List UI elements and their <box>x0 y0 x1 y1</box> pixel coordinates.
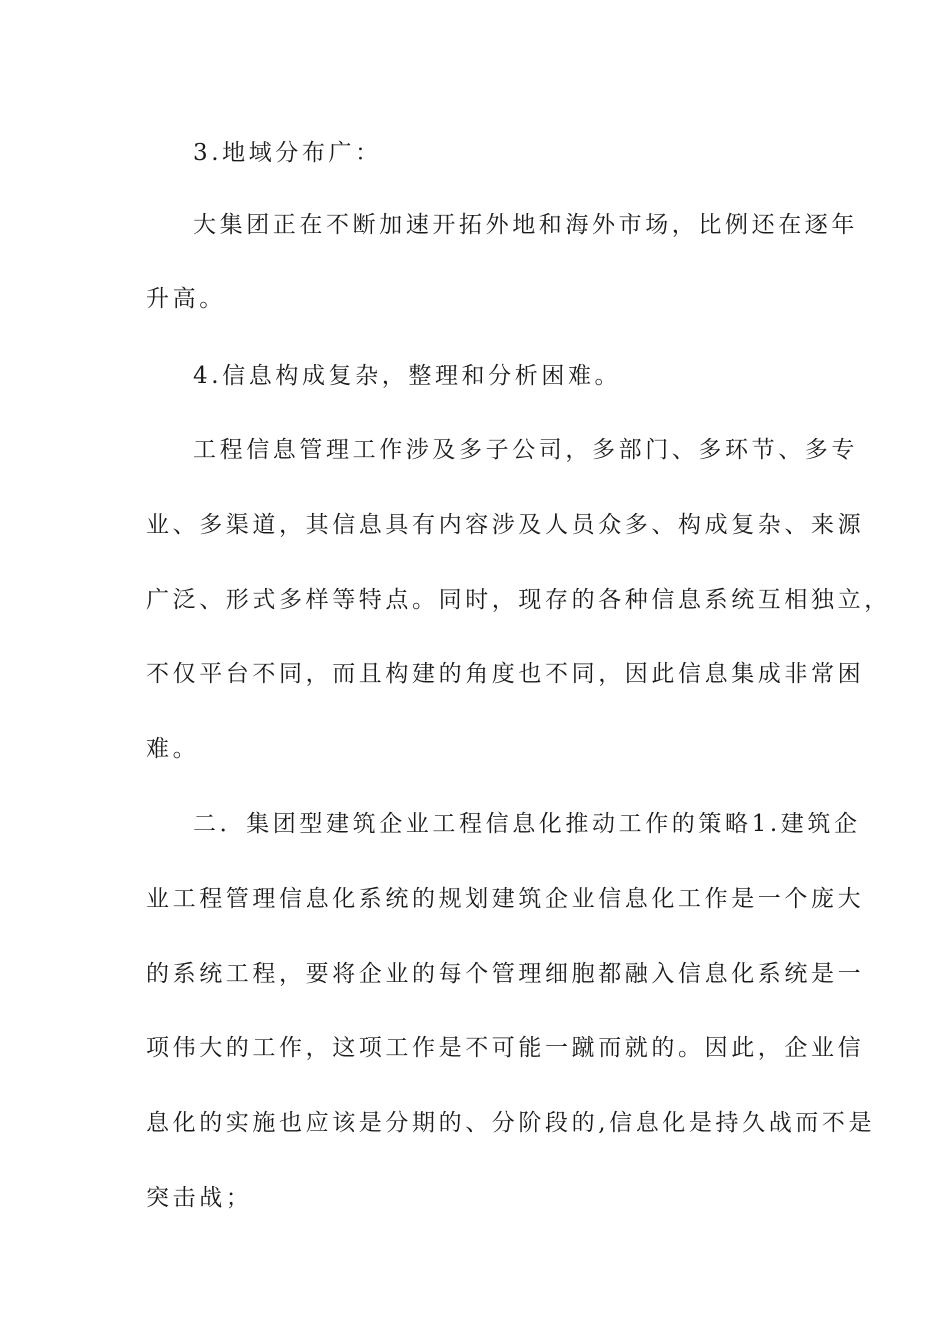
paragraph-line: 不仅平台不同，而且构建的角度也不同，因此信息集成非常困 <box>146 661 865 687</box>
paragraph-line: 的系统工程，要将企业的每个管理细胞都融入信息化系统是一 <box>146 961 865 987</box>
heading-strategy-section: 二．集团型建筑企业工程信息化推动工作的策略1.建筑企 <box>193 811 861 837</box>
paragraph-line: 业、多渠道，其信息具有内容涉及人员众多、构成复杂、来源 <box>146 512 865 538</box>
paragraph-line: 大集团正在不断加速开拓外地和海外市场，比例还在逐年 <box>193 212 858 238</box>
paragraph-line: 突击战； <box>146 1185 253 1211</box>
paragraph-line: 业工程管理信息化系统的规划建筑企业信息化工作是一个庞大 <box>146 886 865 912</box>
paragraph-line: 息化的实施也应该是分期的、分阶段的,信息化是持久战而不是 <box>146 1110 876 1136</box>
paragraph-line: 项伟大的工作，这项工作是不可能一蹴而就的。因此，企业信 <box>146 1035 865 1061</box>
paragraph-line: 工程信息管理工作涉及多子公司，多部门、多环节、多专 <box>193 437 858 463</box>
heading-information-complexity: 4.信息构成复杂，整理和分析困难。 <box>193 363 622 389</box>
paragraph-line: 升高。 <box>146 286 226 312</box>
heading-regional-distribution: 3.地域分布广： <box>193 140 382 166</box>
paragraph-line: 难。 <box>146 736 200 762</box>
paragraph-line: 广泛、形式多样等特点。同时，现存的各种信息系统互相独立， <box>146 587 891 613</box>
